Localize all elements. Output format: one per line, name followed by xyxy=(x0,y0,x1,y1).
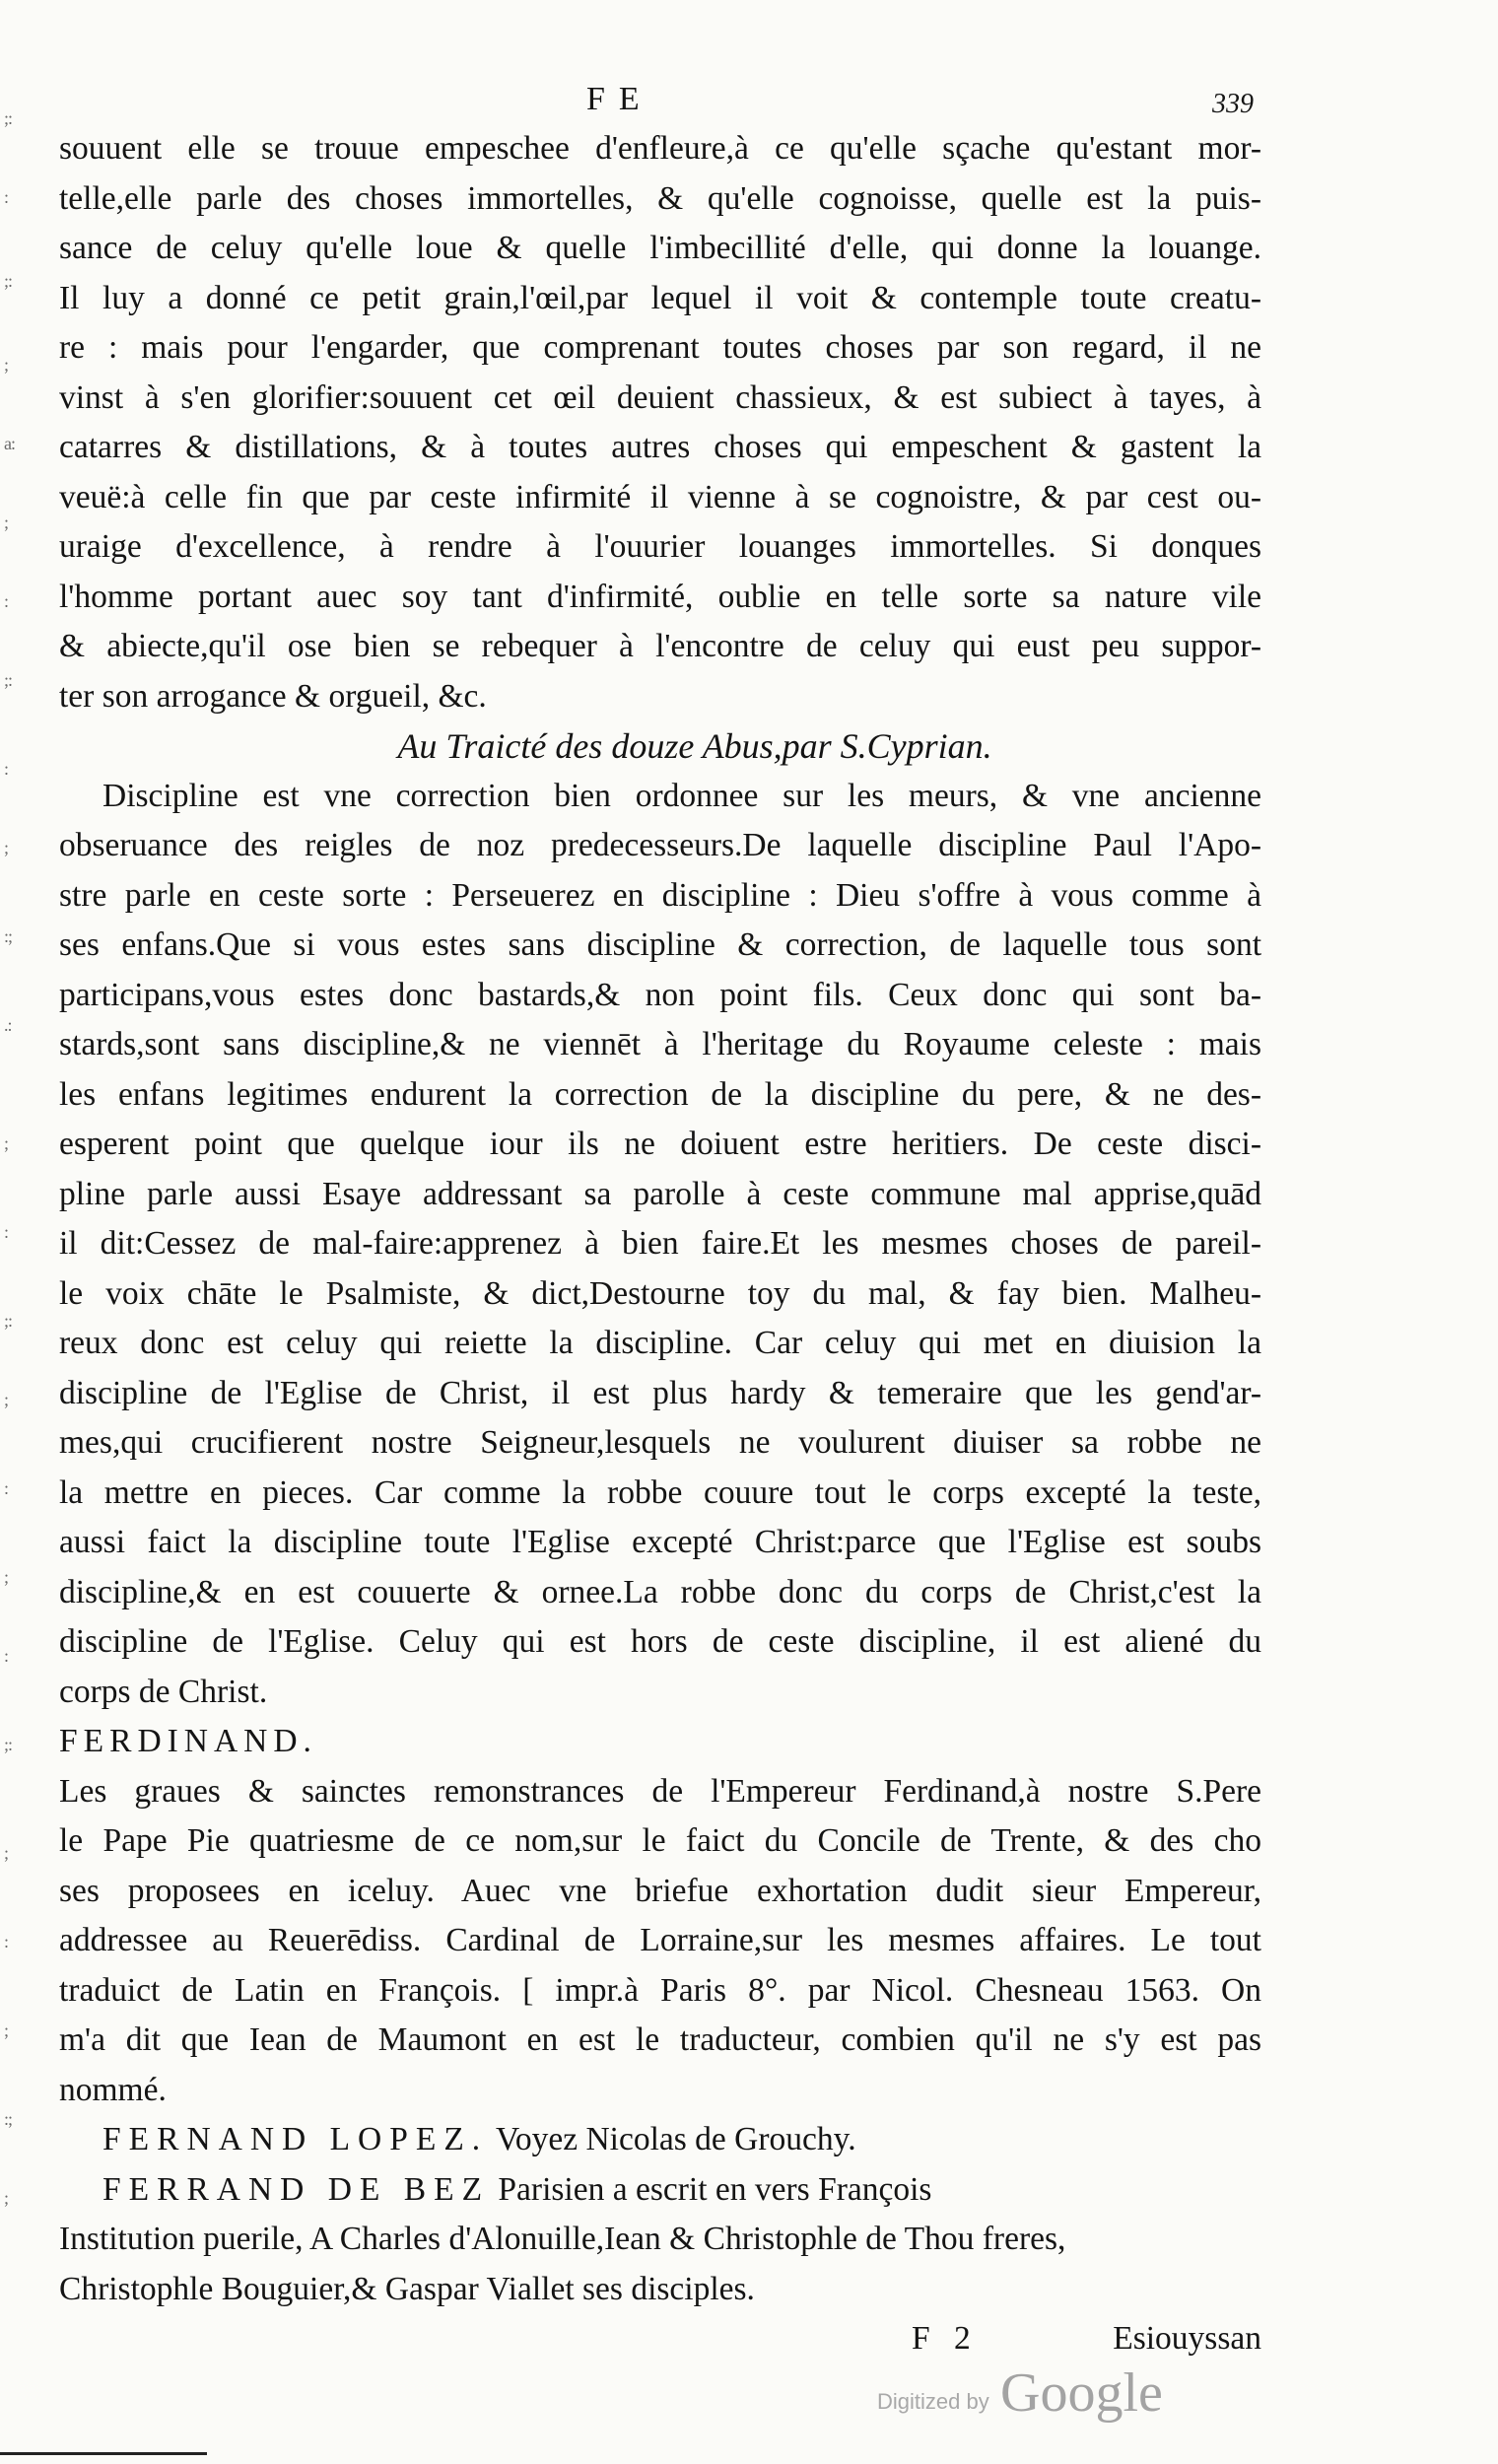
text-line: catarres & distillations, & à toutes autres choses qui empeschent & gastent la xyxy=(59,429,1261,465)
entry-text: Voyez Nicolas de Grouchy. xyxy=(495,2121,856,2157)
text-line: discipline de l'Eglise de Christ, il est plus hardy & temeraire que les gend'ar- xyxy=(59,1374,1261,1411)
text-line: corps de Christ. xyxy=(59,1673,268,1710)
text-line: Discipline est vne correction bien ordonnee sur les meurs, & vne ancienne xyxy=(102,777,1261,814)
text-line: veuë:à celle fin que par ceste infirmité il vienne à se cognoistre, & par cest ou- xyxy=(59,478,1261,515)
google-logo: Google xyxy=(1000,2362,1163,2424)
text-line: Christophle Bouguier,& Gaspar Viallet ses disciples. xyxy=(59,2270,755,2307)
text-line: pline parle aussi Esaye addressant sa parolle à ceste commune mal apprise,quād xyxy=(59,1175,1261,1212)
text-line: stre parle en ceste sorte : Perseuerez en discipline : Dieu s'offre à vous comme à xyxy=(59,876,1261,914)
text-line: re : mais pour l'engarder, que comprenant toutes choses par son regard, il ne xyxy=(59,329,1261,366)
text-line: uraige d'excellence, à rendre à l'ouurier louanges immortelles. Si donques xyxy=(59,528,1261,565)
text-line: esperent point que quelque iour ils ne doiuent estre heritiers. De ceste disci- xyxy=(59,1126,1261,1162)
text-line: les enfans legitimes endurent la correction de la discipline du pere, & ne des- xyxy=(59,1075,1261,1113)
text-line: discipline de l'Eglise. Celuy qui est hors de ceste discipline, il est aliené du xyxy=(59,1623,1261,1660)
entry-ferrand-de-bez xyxy=(59,2165,1261,2216)
text-line: l'homme portant auec soy tant d'infirmité, oublie en telle sorte sa nature vile xyxy=(59,578,1261,615)
text-line: aussi faict la discipline toute l'Eglise excepté Christ:parce que l'Eglise est soubs xyxy=(59,1524,1261,1560)
text-line: il dit:Cessez de mal-faire:apprenez à bien faire.Et les mesmes choses de pareil- xyxy=(59,1225,1261,1262)
page-footer xyxy=(59,2314,1261,2364)
text-line: ter son arrogance & orgueil, &c. xyxy=(59,677,487,715)
text-line: le Pape Pie quatriesme de ce nom,sur le faict du Concile de Trente, & des cho xyxy=(59,1822,1261,1859)
text-line: ses proposees en iceluy. Auec vne briefue exhortation dudit sieur Empereur, xyxy=(59,1872,1261,1909)
text-line: souuent elle se trouue empeschee d'enfleure,à ce qu'elle sçache qu'estant mor- xyxy=(59,130,1261,167)
text-line: telle,elle parle des choses immortelles, & qu'elle cognoisse, quelle est la puis- xyxy=(59,179,1261,217)
watermark-prefix: Digitized by xyxy=(877,2389,989,2414)
text-line: sance de celuy qu'elle loue & quelle l'imbecillité d'elle, qui donne la louange. xyxy=(59,230,1261,266)
text-line: m'a dit que Iean de Maumont en est le traducteur, combien qu'il ne s'y est pas xyxy=(59,2021,1261,2058)
page-header xyxy=(59,81,1261,124)
text-line: traduict de Latin en François. [ impr.à Paris 8°. par Nicol. Chesneau 1563. On xyxy=(59,1971,1261,2009)
text-line: ses enfans.Que si vous estes sans discipline & correction, de laquelle tous sont xyxy=(59,926,1261,963)
entry-name: FERNAND LOPEZ. xyxy=(102,2121,489,2157)
text-line: Institution puerile, A Charles d'Alonuille,Iean & Christophle de Thou freres, xyxy=(59,2221,1066,2257)
entry-name-ferdinand: FERDINAND. xyxy=(59,1723,317,1759)
text-line: nommé. xyxy=(59,2071,167,2108)
text-line: discipline,& en est couuerte & ornee.La robbe donc du corps de Christ,c'est la xyxy=(59,1573,1261,1610)
text-line: le voix chāte le Psalmiste, & dict,Destourne toy du mal, & fay bien. Malheu- xyxy=(59,1274,1261,1312)
entry-fernand-lopez xyxy=(59,2115,1261,2165)
catchword: Esiouyssan xyxy=(1113,2320,1261,2357)
text-line: participans,vous estes donc bastards,& non point fils. Ceux donc qui sont ba- xyxy=(59,976,1261,1013)
text-line: la mettre en pieces. Car comme la robbe couure tout le corps excepté la teste, xyxy=(59,1473,1261,1511)
text-line: addressee au Reuerēdiss. Cardinal de Lorraine,sur les mesmes affaires. Le tout xyxy=(59,1922,1261,1958)
text-line: mes,qui crucifierent nostre Seigneur,lesquels ne voulurent diuiser sa robbe ne xyxy=(59,1424,1261,1461)
text-line: obseruance des reigles de noz predecesseurs.De laquelle discipline Paul l'Apo- xyxy=(59,827,1261,863)
signature-mark: F 2 xyxy=(912,2320,979,2357)
page-number: 339 xyxy=(1212,89,1254,119)
bottom-edge-rule xyxy=(0,2452,207,2455)
entry-text: Parisien a escrit en vers François xyxy=(498,2170,932,2208)
entry-name: FERRAND DE BEZ xyxy=(102,2170,491,2208)
page-body xyxy=(59,124,1261,2364)
margin-bleed-marks: ;: : ;: ; a: ; : ;: : ; :; .: ; : ;: ; : ; : ;: ; : ; :; ; xyxy=(4,108,15,2208)
text-line: stards,sont sans discipline,& ne viennēt à l'heritage du Royaume celeste : mais xyxy=(59,1026,1261,1062)
text-line: vinst à s'en glorifier:souuent cet œil deuient chassieux, & est subiect à tayes, à xyxy=(59,378,1261,416)
text-line: Les graues & sainctes remonstrances de l'Empereur Ferdinand,à nostre S.Pere xyxy=(59,1772,1261,1810)
text-line: & abiecte,qu'il ose bien se rebequer à l'encontre de celuy qui eust peu suppor- xyxy=(59,628,1261,664)
text-line: Il luy a donné ce petit grain,l'œil,par lequel il voit & contemple toute creatu- xyxy=(59,279,1261,316)
running-head: FE xyxy=(586,81,653,117)
section-heading: Au Traicté des douze Abus,par S.Cyprian. xyxy=(397,726,992,766)
text-line: reux donc est celuy qui reiette la discipline. Car celuy qui met en diuision la xyxy=(59,1325,1261,1361)
digitized-watermark xyxy=(877,2362,1212,2425)
